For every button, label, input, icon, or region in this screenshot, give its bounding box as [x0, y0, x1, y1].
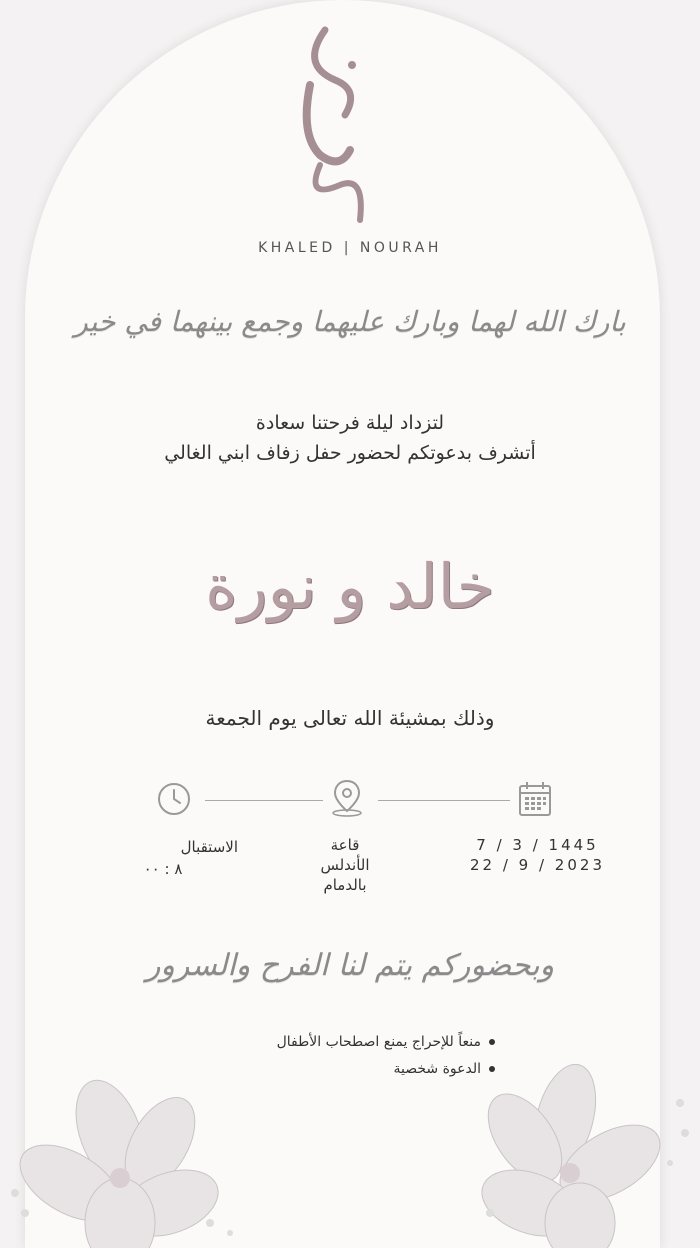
- flower-decoration-left: [0, 1073, 250, 1248]
- day-line: وذلك بمشيئة الله تعالى يوم الجمعة: [205, 706, 495, 730]
- note-text: منعاً للإحراج يمنع اصطحاب الأطفال: [276, 1034, 481, 1050]
- note-text: الدعوة شخصية: [393, 1061, 481, 1077]
- monogram-logo: [290, 25, 380, 225]
- intro-line-2: أتشرف بدعوتكم لحضور حفل زفاف ابني الغالي: [164, 442, 536, 464]
- venue-line-2: الأندلس: [320, 856, 370, 874]
- note-item: [277, 1034, 495, 1050]
- location-pin-icon: [326, 777, 368, 819]
- calendar-icon: [517, 780, 553, 818]
- reception-label: الاستقبال: [180, 838, 238, 856]
- date-gregorian: 22 / 9 / 2023: [470, 856, 605, 874]
- venue-line-1: قاعة: [330, 836, 360, 854]
- couple-names-arabic: خالد و نورة: [205, 550, 495, 623]
- blessing-calligraphy: بارك الله لهما وبارك عليهما وجمع بينهما في خير: [74, 305, 626, 338]
- clock-icon: [156, 781, 192, 817]
- divider-line: [378, 800, 510, 801]
- venue-line-3: بالدمام: [323, 876, 367, 894]
- closing-calligraphy: وبحضوركم يتم لنا الفرح والسرور: [145, 948, 555, 983]
- couple-names-latin: KHALED | NOURAH: [258, 240, 442, 256]
- date-hijri: 7 / 3 / 1445: [476, 836, 599, 854]
- flower-decoration-right: [470, 1063, 700, 1248]
- reception-time: ٨ : ٠٠: [143, 860, 183, 878]
- divider-line: [205, 800, 323, 801]
- intro-line-1: لتزداد ليلة فرحتنا سعادة: [255, 412, 445, 434]
